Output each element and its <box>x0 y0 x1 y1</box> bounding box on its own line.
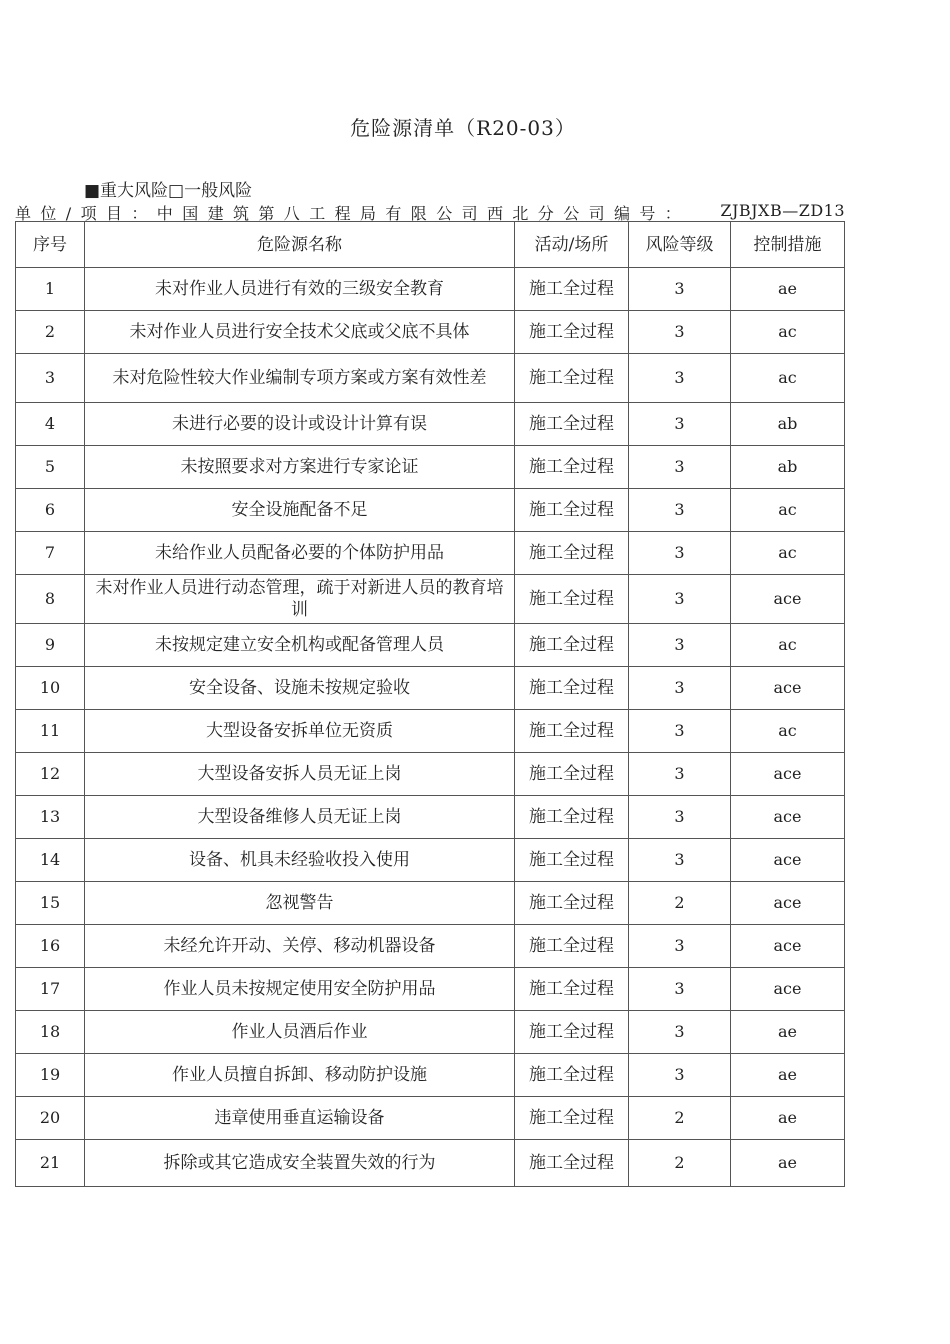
risk-level: 3 <box>629 268 731 311</box>
activity-place: 施工全过程 <box>515 1011 629 1054</box>
risk-level: 3 <box>629 1054 731 1097</box>
row-index: 20 <box>16 1097 85 1140</box>
hazard-name: 安全设施配备不足 <box>85 489 515 532</box>
risk-level: 3 <box>629 624 731 667</box>
activity-place: 施工全过程 <box>515 667 629 710</box>
risk-level: 3 <box>629 403 731 446</box>
row-index: 2 <box>16 311 85 354</box>
control-measure: ace <box>731 575 845 624</box>
row-index: 9 <box>16 624 85 667</box>
row-index: 14 <box>16 839 85 882</box>
hazard-name: 未给作业人员配备必要的个体防护用品 <box>85 532 515 575</box>
activity-place: 施工全过程 <box>515 268 629 311</box>
row-index: 16 <box>16 925 85 968</box>
hazard-name: 作业人员酒后作业 <box>85 1011 515 1054</box>
hazard-table <box>15 221 845 1187</box>
risk-level: 3 <box>629 667 731 710</box>
doc-number: ZJBJXB—ZD13 <box>720 201 845 220</box>
table-row <box>16 839 845 882</box>
risk-level: 2 <box>629 1140 731 1187</box>
activity-place: 施工全过程 <box>515 354 629 403</box>
risk-level: 3 <box>629 796 731 839</box>
hazard-name: 未按照要求对方案进行专家论证 <box>85 446 515 489</box>
table-row <box>16 968 845 1011</box>
hazard-name: 忽视警告 <box>85 882 515 925</box>
control-measure: ab <box>731 403 845 446</box>
control-measure: ace <box>731 968 845 1011</box>
table-row <box>16 624 845 667</box>
control-measure: ac <box>731 624 845 667</box>
activity-place: 施工全过程 <box>515 753 629 796</box>
header-index: 序号 <box>16 222 85 268</box>
table-row <box>16 311 845 354</box>
risk-level: 3 <box>629 925 731 968</box>
activity-place: 施工全过程 <box>515 532 629 575</box>
table-row <box>16 354 845 403</box>
row-index: 3 <box>16 354 85 403</box>
table-row <box>16 1011 845 1054</box>
control-measure: ac <box>731 532 845 575</box>
risk-level: 3 <box>629 311 731 354</box>
hazard-name: 大型设备安拆人员无证上岗 <box>85 753 515 796</box>
activity-place: 施工全过程 <box>515 446 629 489</box>
control-measure: ae <box>731 1140 845 1187</box>
activity-place: 施工全过程 <box>515 489 629 532</box>
row-index: 1 <box>16 268 85 311</box>
risk-level: 2 <box>629 1097 731 1140</box>
risk-level: 3 <box>629 710 731 753</box>
activity-place: 施工全过程 <box>515 882 629 925</box>
control-measure: ace <box>731 839 845 882</box>
hazard-name: 未对作业人员进行有效的三级安全教育 <box>85 268 515 311</box>
table-row <box>16 575 845 624</box>
hazard-name: 拆除或其它造成安全装置失效的行为 <box>85 1140 515 1187</box>
unit-label: 单位/项目：中国建筑第八工程局有限公司西北分公司编号： <box>15 204 691 223</box>
table-row <box>16 532 845 575</box>
control-measure: ac <box>731 489 845 532</box>
activity-place: 施工全过程 <box>515 575 629 624</box>
table-body <box>16 268 845 1187</box>
control-measure: ace <box>731 796 845 839</box>
control-measure: ace <box>731 925 845 968</box>
control-measure: ace <box>731 882 845 925</box>
row-index: 6 <box>16 489 85 532</box>
hazard-name: 未对作业人员进行动态管理，疏于对新进人员的教育培训 <box>85 575 515 624</box>
header-control-measures: 控制措施 <box>731 222 845 268</box>
risk-level: 3 <box>629 968 731 1011</box>
header-risk-level: 风险等级 <box>629 222 731 268</box>
control-measure: ace <box>731 667 845 710</box>
activity-place: 施工全过程 <box>515 925 629 968</box>
hazard-name: 未对作业人员进行安全技术父底或父底不具体 <box>85 311 515 354</box>
row-index: 10 <box>16 667 85 710</box>
table-row <box>16 1140 845 1187</box>
table-row <box>16 882 845 925</box>
hazard-name: 未按规定建立安全机构或配备管理人员 <box>85 624 515 667</box>
hazard-name: 作业人员擅自拆卸、移动防护设施 <box>85 1054 515 1097</box>
table-row <box>16 753 845 796</box>
row-index: 8 <box>16 575 85 624</box>
row-index: 19 <box>16 1054 85 1097</box>
control-measure: ae <box>731 1097 845 1140</box>
table-row <box>16 268 845 311</box>
risk-level-marker: ■重大风险□一般风险 <box>84 181 253 201</box>
table-row <box>16 403 845 446</box>
hazard-name: 大型设备维修人员无证上岗 <box>85 796 515 839</box>
hazard-name: 作业人员未按规定使用安全防护用品 <box>85 968 515 1011</box>
control-measure: ae <box>731 268 845 311</box>
risk-level: 2 <box>629 882 731 925</box>
hazard-name: 大型设备安拆单位无资质 <box>85 710 515 753</box>
row-index: 12 <box>16 753 85 796</box>
activity-place: 施工全过程 <box>515 1140 629 1187</box>
risk-level: 3 <box>629 489 731 532</box>
row-index: 21 <box>16 1140 85 1187</box>
control-measure: ae <box>731 1054 845 1097</box>
table-header-row <box>16 222 845 268</box>
header-activity-place: 活动/场所 <box>515 222 629 268</box>
table-row <box>16 489 845 532</box>
control-measure: ae <box>731 1011 845 1054</box>
row-index: 18 <box>16 1011 85 1054</box>
table-row <box>16 710 845 753</box>
row-index: 13 <box>16 796 85 839</box>
table-row <box>16 925 845 968</box>
table-row <box>16 1054 845 1097</box>
header-hazard-name: 危险源名称 <box>85 222 515 268</box>
activity-place: 施工全过程 <box>515 839 629 882</box>
activity-place: 施工全过程 <box>515 624 629 667</box>
row-index: 5 <box>16 446 85 489</box>
hazard-name: 设备、机具未经验收投入使用 <box>85 839 515 882</box>
activity-place: 施工全过程 <box>515 403 629 446</box>
risk-level: 3 <box>629 753 731 796</box>
row-index: 17 <box>16 968 85 1011</box>
risk-level: 3 <box>629 575 731 624</box>
activity-place: 施工全过程 <box>515 1054 629 1097</box>
control-measure: ac <box>731 311 845 354</box>
table-row <box>16 446 845 489</box>
activity-place: 施工全过程 <box>515 311 629 354</box>
activity-place: 施工全过程 <box>515 1097 629 1140</box>
row-index: 7 <box>16 532 85 575</box>
control-measure: ab <box>731 446 845 489</box>
hazard-name: 安全设备、设施未按规定验收 <box>85 667 515 710</box>
hazard-name: 未进行必要的设计或设计计算有误 <box>85 403 515 446</box>
hazard-name: 违章使用垂直运输设备 <box>85 1097 515 1140</box>
control-measure: ace <box>731 753 845 796</box>
hazard-name: 未对危险性较大作业编制专项方案或方案有效性差 <box>85 354 515 403</box>
page-title: 危险源清单（R20-03） <box>350 116 576 140</box>
risk-level: 3 <box>629 1011 731 1054</box>
row-index: 15 <box>16 882 85 925</box>
row-index: 11 <box>16 710 85 753</box>
row-index: 4 <box>16 403 85 446</box>
activity-place: 施工全过程 <box>515 968 629 1011</box>
risk-level: 3 <box>629 354 731 403</box>
control-measure: ac <box>731 710 845 753</box>
table-row <box>16 796 845 839</box>
control-measure: ac <box>731 354 845 403</box>
risk-level: 3 <box>629 446 731 489</box>
table-row <box>16 1097 845 1140</box>
activity-place: 施工全过程 <box>515 710 629 753</box>
hazard-name: 未经允许开动、关停、移动机器设备 <box>85 925 515 968</box>
activity-place: 施工全过程 <box>515 796 629 839</box>
table-row <box>16 667 845 710</box>
risk-level: 3 <box>629 839 731 882</box>
risk-level: 3 <box>629 532 731 575</box>
